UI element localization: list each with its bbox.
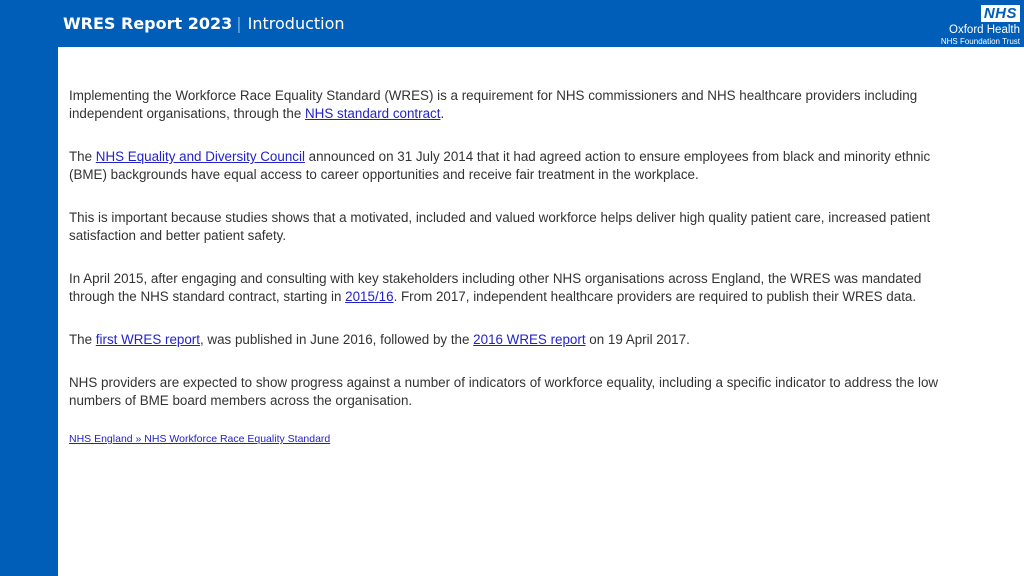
link-2015-16[interactable]: 2015/16 bbox=[345, 289, 394, 304]
intro-body bbox=[69, 87, 959, 471]
link-first-wres-report[interactable]: first WRES report bbox=[95, 332, 200, 347]
link-nhs-standard-contract[interactable]: NHS standard contract bbox=[305, 106, 441, 121]
nhs-logo-icon: NHS bbox=[981, 5, 1020, 22]
paragraph-mandate: In April 2015, after engaging and consulting with key stakeholders including other NHS organisations across England, the WRES was mandated through the NHS standard contract, starting in 2015/16. From 2017, independent healthcare providers are required to publish their WRES data. bbox=[69, 271, 922, 304]
left-sidebar-band bbox=[0, 0, 58, 576]
title-separator: | bbox=[236, 14, 242, 33]
paragraph-equality-council: The NHS Equality and Diversity Council announced on 31 July 2014 that it had agreed action to ensure employees from black and minority ethnic (BME) backgrounds have equal access to career opportunities and receive fair treatment in the workplace. bbox=[69, 149, 931, 182]
nhs-oxford-health-logo bbox=[928, 3, 1020, 45]
link-equality-diversity-council[interactable]: NHS Equality and Diversity Council bbox=[95, 149, 305, 164]
paragraph-reports: The first WRES report, was published in June 2016, followed by the 2016 WRES report on 19 April 2017. bbox=[69, 332, 690, 347]
paragraph-importance: This is important because studies shows that a motivated, included and valued workforce helps deliver high quality patient care, increased patient satisfaction and better patient safety. bbox=[69, 210, 931, 243]
report-title: WRES Report 2023 bbox=[63, 14, 233, 33]
section-title: Introduction bbox=[247, 14, 345, 33]
paragraph-indicators: NHS providers are expected to show progress against a number of indicators of workforce equality, including a specific indicator to address the low numbers of BME board members across the organisation. bbox=[69, 375, 939, 408]
link-nhs-england-wres[interactable]: NHS England » NHS Workforce Race Equality Standard bbox=[69, 433, 331, 445]
org-name: Oxford Health bbox=[949, 24, 1020, 36]
link-2016-wres-report[interactable]: 2016 WRES report bbox=[473, 332, 586, 347]
slide-title bbox=[63, 14, 345, 34]
org-subtitle: NHS Foundation Trust bbox=[940, 37, 1020, 46]
source-paragraph bbox=[69, 432, 959, 446]
paragraph-wres-requirement: Implementing the Workforce Race Equality Standard (WRES) is a requirement for NHS commissioners and NHS healthcare providers including independent organisations, through the NHS standard contract. bbox=[69, 88, 918, 121]
